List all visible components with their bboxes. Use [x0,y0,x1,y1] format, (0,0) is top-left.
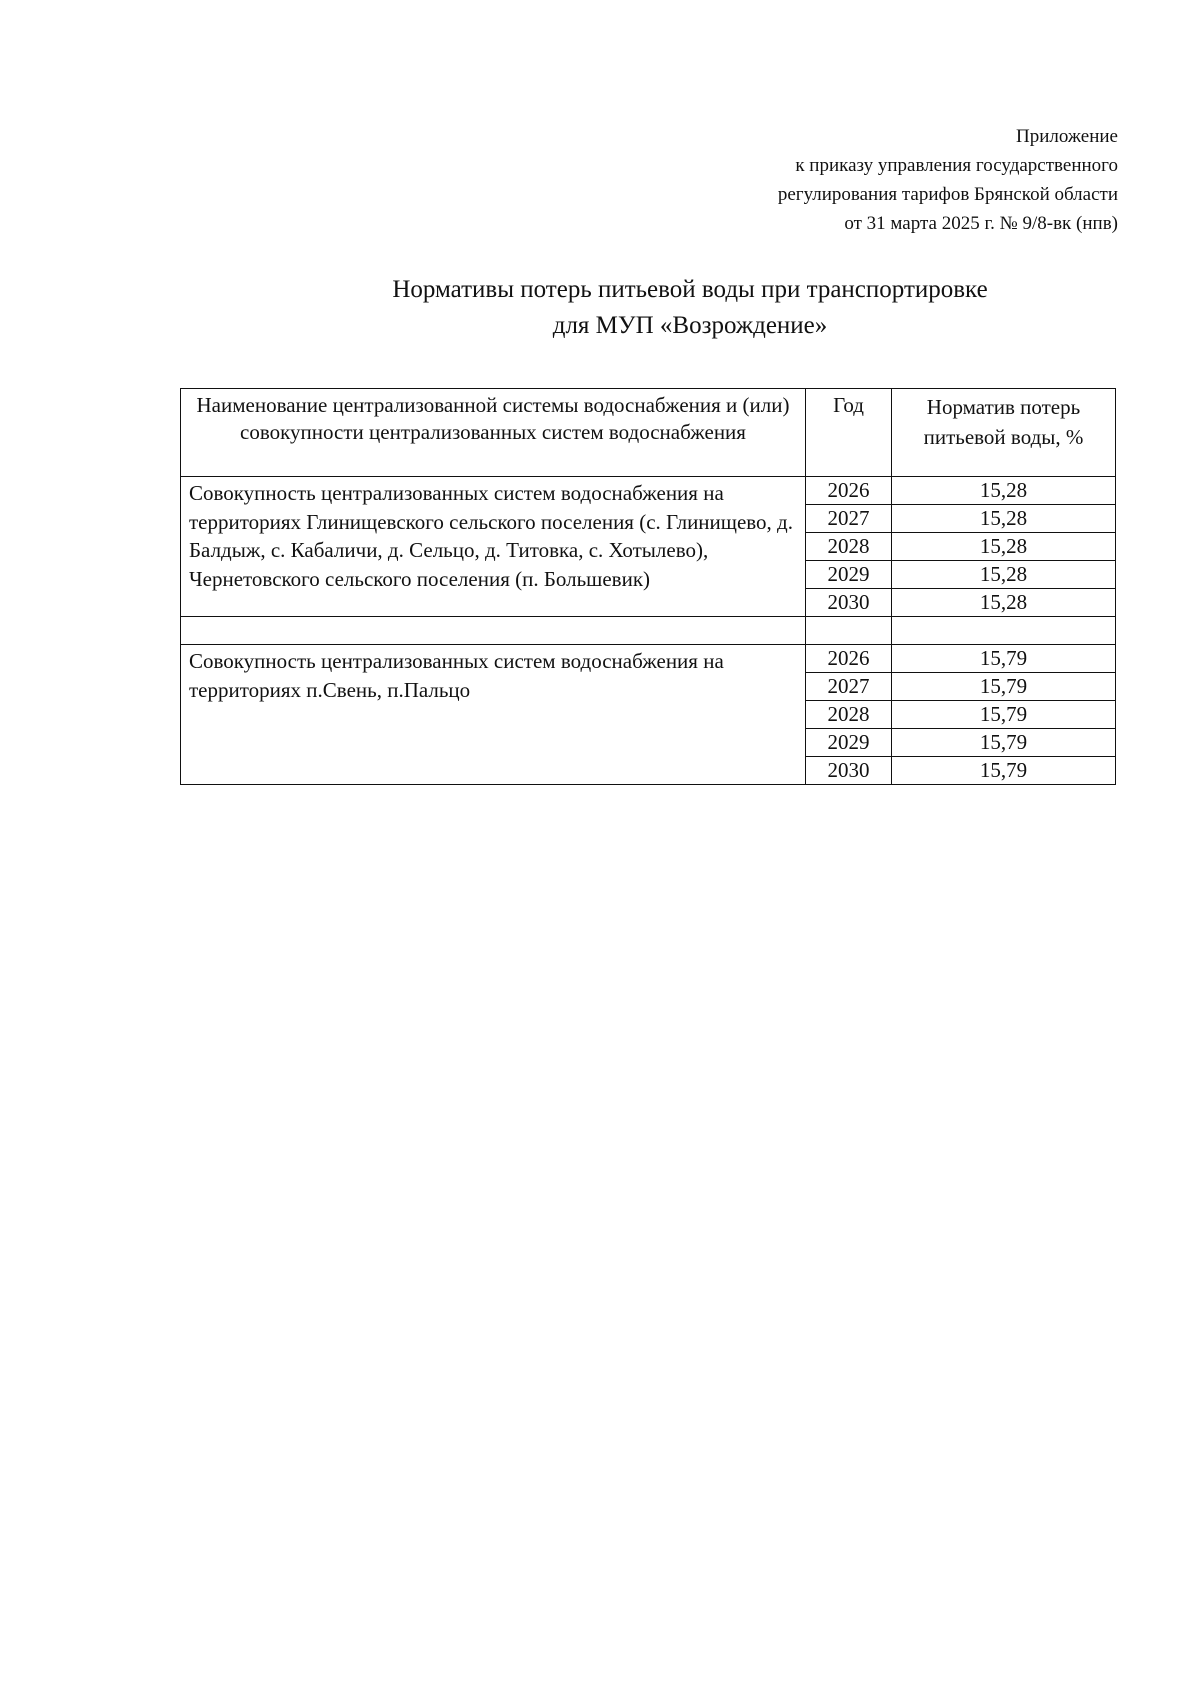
appendix-block [778,122,1118,238]
norm-value-cell: 15,28 [892,533,1116,561]
water-loss-norms-table [180,388,1116,785]
norm-value-cell: 15,79 [892,729,1116,757]
year-cell: 2030 [806,757,892,785]
title-line-1: Нормативы потерь питьевой воды при транспортировке [392,276,988,303]
norm-value-cell: 15,79 [892,701,1116,729]
year-cell: 2029 [806,561,892,589]
year-cell: 2028 [806,701,892,729]
year-cell: 2027 [806,505,892,533]
year-cell: 2026 [806,477,892,505]
empty-cell [892,617,1116,645]
norm-value-cell: 15,79 [892,757,1116,785]
appendix-line: к приказу управления государственного [795,155,1118,176]
year-cell: 2030 [806,589,892,617]
norm-value-cell: 15,28 [892,505,1116,533]
year-cell: 2028 [806,533,892,561]
year-cell: 2026 [806,645,892,673]
header-system-name: Наименование централизованной системы водоснабжения и (или) совокупности централизованных систем водоснабжения [181,389,806,477]
norm-value-cell: 15,28 [892,477,1116,505]
year-cell: 2029 [806,729,892,757]
empty-cell [806,617,892,645]
header-year: Год [806,389,892,477]
norm-value-cell: 15,79 [892,645,1116,673]
norm-value-cell: 15,28 [892,589,1116,617]
empty-separator-row [181,617,1116,645]
title-line-2: для МУП «Возрождение» [552,312,828,339]
appendix-line: Приложение [1016,126,1118,147]
table-row [181,477,1116,505]
header-norm: Норматив потерь питьевой воды, % [892,389,1116,477]
system-name-cell: Совокупность централизованных систем водоснабжения на территориях Глинищевского сельского поселения (с. Глинищево, д. Балдыж, с. Кабаличи, д. Сельцо, д. Титовка, с. Хотылево), Чернетовского сельского поселения (п. Большевик) [181,477,806,617]
norm-value-cell: 15,79 [892,673,1116,701]
table-row [181,645,1116,673]
year-cell: 2027 [806,673,892,701]
appendix-line: регулирования тарифов Брянской области [777,184,1118,205]
empty-cell [181,617,806,645]
appendix-line: от 31 марта 2025 г. № 9/8-вк (нпв) [844,213,1118,234]
system-name-cell: Совокупность централизованных систем водоснабжения на территориях п.Свень, п.Пальцо [181,645,806,785]
table-header-row [181,389,1116,477]
norm-value-cell: 15,28 [892,561,1116,589]
document-title [180,272,1200,344]
